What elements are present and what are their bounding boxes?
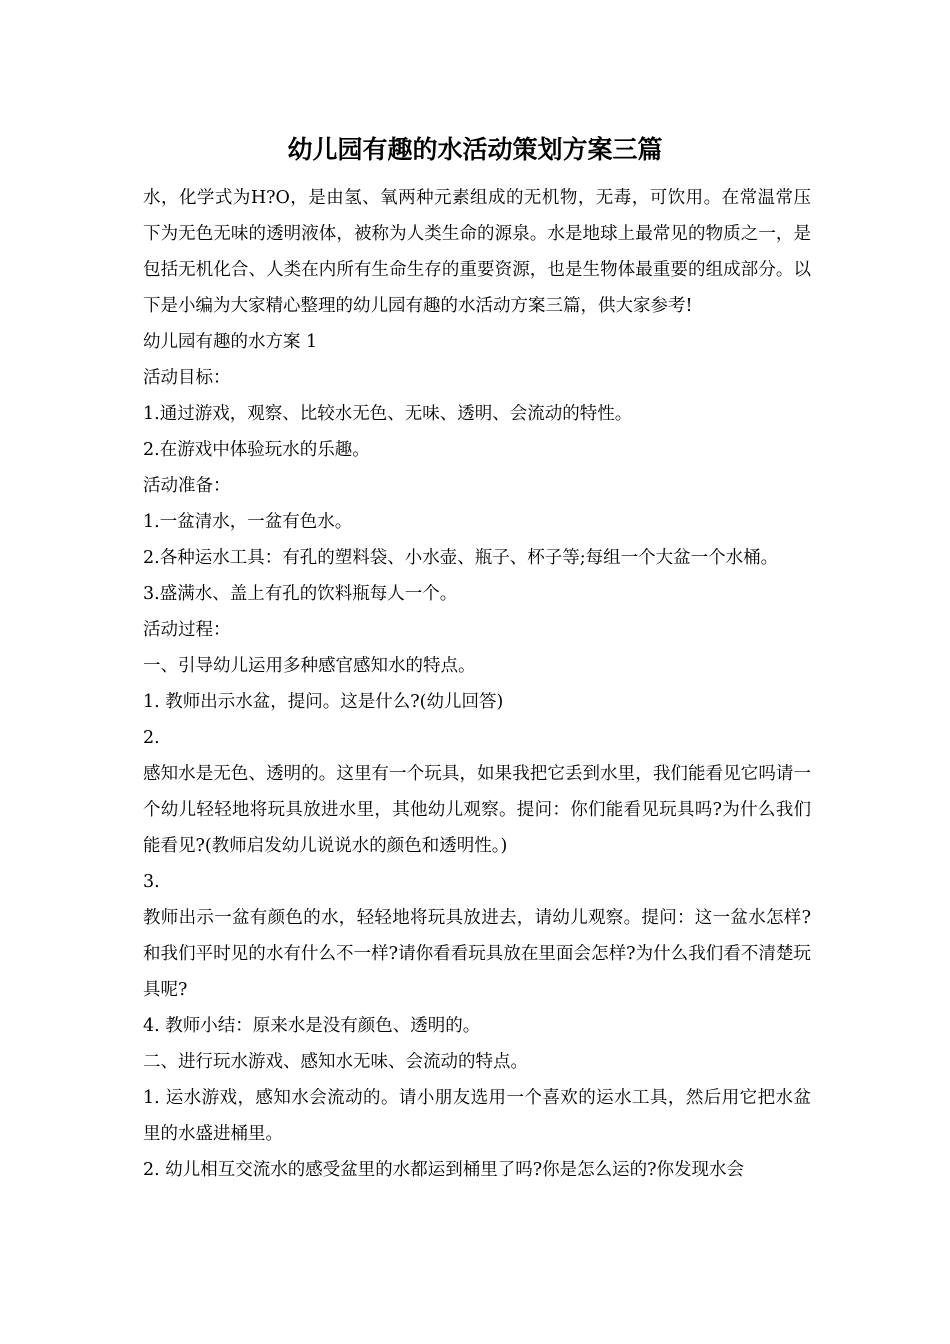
subheading-process: 活动过程： (143, 620, 231, 640)
process-item: 1. 教师出示水盆，提问。这是什么?(幼儿回答) (143, 692, 504, 712)
process-step-heading: 二、进行玩水游戏、感知水无味、会流动的特点。 (143, 1052, 528, 1072)
document-body (143, 180, 811, 1188)
process-item-number: 3. (143, 872, 160, 892)
process-item-text: 感知水是无色、透明的。这里有一个玩具，如果我把它丢到水里，我们能看见它吗请一个幼儿轻轻地将玩具放进水里，其他幼儿观察。提问：你们能看见玩具吗?为什么我们能看见?(教师启发幼儿说说水的颜色和透明性。) (143, 764, 811, 856)
subheading-goals: 活动目标： (143, 368, 231, 388)
preparation-item: 3.盛满水、盖上有孔的饮料瓶每人一个。 (143, 584, 458, 604)
goal-item: 1.通过游戏，观察、比较水无色、无味、透明、会流动的特性。 (143, 404, 633, 424)
process-step-heading: 一、引导幼儿运用多种感官感知水的特点。 (143, 656, 476, 676)
preparation-item: 1.一盆清水，一盆有色水。 (143, 512, 353, 532)
section-heading: 幼儿园有趣的水方案 1 (143, 332, 318, 352)
intro-paragraph: 水，化学式为H?O，是由氢、氧两种元素组成的无机物，无毒，可饮用。在常温常压下为无色无味的透明液体，被称为人类生命的源泉。水是地球上最常见的物质之一，是包括无机化合、人类在内所有生命生存的重要资源，也是生物体最重要的组成部分。以下是小编为大家精心整理的幼儿园有趣的水活动方案三篇，供大家参考! (143, 188, 811, 316)
process-item-number: 2. (143, 728, 160, 748)
process-item: 4. 教师小结：原来水是没有颜色、透明的。 (143, 1016, 481, 1036)
process-item: 1. 运水游戏，感知水会流动的。请小朋友选用一个喜欢的运水工具，然后用它把水盆里的水盛进桶里。 (143, 1088, 811, 1144)
process-item: 2. 幼儿相互交流水的感受盆里的水都运到桶里了吗?你是怎么运的?你发现水会 (143, 1160, 745, 1180)
goal-item: 2.在游戏中体验玩水的乐趣。 (143, 440, 370, 460)
subheading-preparation: 活动准备： (143, 476, 231, 496)
process-item-text: 教师出示一盆有颜色的水，轻轻地将玩具放进去，请幼儿观察。提问：这一盆水怎样?和我们平时见的水有什么不一样?请你看看玩具放在里面会怎样?为什么我们看不清楚玩具呢? (143, 908, 811, 1000)
document-title: 幼儿园有趣的水活动策划方案三篇 (287, 135, 663, 164)
preparation-item: 2.各种运水工具：有孔的塑料袋、小水壶、瓶子、杯子等;每组一个大盆一个水桶。 (143, 548, 779, 568)
